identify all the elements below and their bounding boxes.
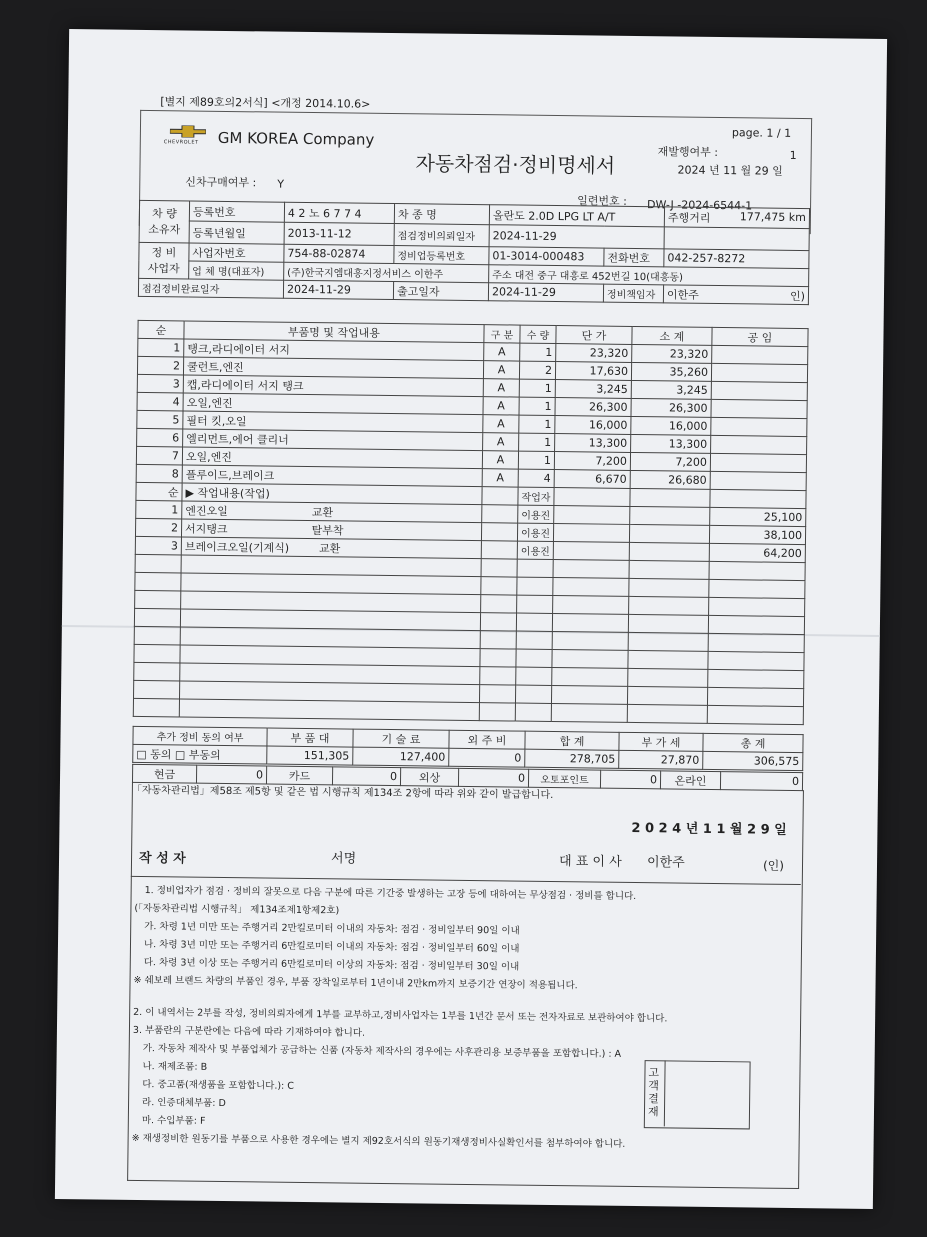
- work-col-desc: ▶ 작업내용(작업): [182, 483, 482, 505]
- note-chevrolet: ※ 쉐보레 브랜드 차량의 부품인 경우, 부품 장착일로부터 1년이내 2만km까지 보증기간 연장이 적용됩니다.: [133, 974, 578, 992]
- col-desc: 부품명 및 작업내용: [184, 321, 484, 343]
- note-1b: 나. 차령 3년 미만 또는 주행거리 6만킬로미터 이내의 자동차: 점검 · 정비일부터 60일 이내: [143, 939, 520, 955]
- biz-no-label: 사업자번호: [189, 243, 284, 262]
- vat-label: 부 가 세: [619, 732, 703, 751]
- out-date: 2024-11-29: [488, 283, 603, 302]
- online-value: 0: [720, 772, 802, 791]
- cash-value: 0: [196, 765, 266, 784]
- col-no: 순: [138, 320, 184, 339]
- sign-label: 서명: [330, 851, 357, 867]
- reissue-value: 1: [789, 148, 797, 162]
- request-date: 2024-11-29: [489, 225, 664, 249]
- issue-date: 2024 년 11 월 29 일: [677, 163, 783, 178]
- shop-name: (주)한국지엠대흥지정서비스 이한주: [284, 262, 489, 283]
- table-row: 8 플루이드,브레이크 A 4 6,670 26,680: [136, 464, 806, 490]
- tech-fee: 127,400: [353, 747, 449, 766]
- table-row: 3 브레이크오일(기계식) 교환 이용진 64,200: [135, 536, 805, 562]
- sum-label: 합 계: [525, 731, 619, 750]
- model-label: 차 종 명: [394, 204, 489, 225]
- shop-reg-no: 01-3014-000483: [489, 247, 604, 266]
- ceo-name: 이한주: [646, 855, 685, 871]
- table-row: 2 서지탱크 탈부착 이용진 38,100: [135, 518, 805, 544]
- repair-statement-sheet: [55, 29, 887, 1209]
- shop-label: 정 비 사업자: [139, 242, 189, 279]
- phone-label: 전화번호: [604, 248, 664, 267]
- mileage-unit: km: [788, 210, 807, 224]
- consent-checkboxes[interactable]: □ 동의 □ 부동의: [133, 744, 267, 764]
- form-reference: [별지 제89호의2서식] <개정 2014.10.6>: [160, 95, 371, 111]
- request-date-label: 점검정비의뢰일자: [394, 224, 489, 247]
- work-col-worker: 작업자: [518, 487, 554, 505]
- table-row: 6 엘리먼트,에어 클리너 A 1 13,300 13,300: [137, 428, 807, 454]
- reg-no-label: 등록번호: [189, 201, 284, 222]
- table-row: 7 오일,엔진 A 1 7,200 7,200: [136, 446, 806, 472]
- out-date-label: 출고일자: [393, 282, 488, 301]
- table-row: 1 엔진오일 교환 이용진 25,100: [136, 500, 806, 526]
- col-qty: 수 량: [520, 325, 556, 343]
- done-date-label: 점검정비완료일자: [138, 278, 283, 298]
- note-3c: 다. 중고품(재생품을 포함합니다.): C: [142, 1079, 295, 1092]
- note-3e: 마. 수입부품: F: [141, 1115, 206, 1127]
- note-3a: 가. 자동차 제작사 및 부품업체가 공급하는 신품 (자동차 제작사의 경우에는 사후관리용 보증부품을 포함합니다.) : A: [142, 1043, 622, 1060]
- card-label: 카드: [266, 766, 332, 785]
- shop-address: 대전 중구 대흥로 452번길 10(대흥동): [514, 270, 684, 284]
- page-number: page. 1 / 1: [731, 126, 792, 140]
- note-2: 2. 이 내역서는 2부를 작성, 정비의뢰자에게 1부를 교부하고,정비사업자는 1부를 1년간 문서 또는 전자자료로 보관하여야 합니다.: [133, 1006, 668, 1025]
- shop-reg-label: 정비업등록번호: [394, 246, 489, 265]
- reg-date-label: 등록년월일: [189, 221, 284, 244]
- tech-fee-label: 기 술 료: [353, 729, 449, 748]
- parts-cost-label: 부 품 대: [267, 728, 353, 747]
- autopoint-value: 0: [600, 770, 660, 789]
- brand-name: CHEVROLET: [163, 139, 199, 146]
- table-row: 4 오일,엔진 A 1 26,300 26,300: [137, 392, 807, 418]
- manager-name: 이한주: [666, 287, 699, 302]
- card-value: 0: [332, 767, 400, 786]
- parts-cost: 151,305: [267, 746, 353, 765]
- total-value: 306,575: [703, 751, 803, 770]
- table-row: 3 캡,라디에이터 서지 탱크 A 1 3,245 3,245: [137, 374, 807, 400]
- chevrolet-bowtie-icon: [170, 125, 206, 137]
- serial-number: DW-J -2024-6544-1: [646, 198, 753, 213]
- writer-label: 작 성 자: [138, 850, 186, 867]
- manager-seal: 인): [789, 289, 806, 303]
- col-labor: 공 임: [712, 327, 808, 346]
- note-3: 3. 부품란의 구분란에는 다음에 따라 기재하여야 합니다.: [132, 1024, 366, 1039]
- work-col-no: 순: [136, 482, 182, 501]
- cash-label: 현금: [132, 764, 196, 783]
- col-subtotal: 소 계: [632, 326, 712, 345]
- biz-no: 754-88-02874: [284, 244, 394, 263]
- note-engine: ※ 재생정비한 원동기를 부품으로 사용한 경우에는 별지 제92호서식의 원동기재생정비사실확인서를 첨부하여야 합니다.: [131, 1132, 626, 1150]
- note-1c: 다. 차령 3년 이상 또는 주행거리 6만킬로미터 이상의 자동차: 점검 · 정비일부터 30일 이내: [143, 957, 520, 973]
- online-label: 온라인: [660, 771, 720, 790]
- autopoint-label: 오토포인트: [528, 769, 600, 788]
- vehicle-shop-table: [138, 200, 810, 305]
- table-row: 5 필터 킷,오일 A 1 16,000 16,000: [137, 410, 807, 436]
- parts-table: [133, 320, 809, 725]
- sum-value: 278,705: [525, 749, 619, 768]
- company-name: GM KOREA Company: [217, 128, 375, 149]
- col-type: 구 분: [484, 325, 520, 343]
- law-text: 「자동차관리법」제58조 제5항 및 같은 법 시행규칙 제134조 2항에 따라 위와 같이 발급합니다.: [131, 784, 554, 802]
- reg-date: 2013-11-12: [284, 222, 394, 245]
- phone-number: 042-257-8272: [664, 249, 809, 269]
- manager-cell: [663, 285, 808, 305]
- owner-label: 차 량 소유자: [139, 200, 190, 243]
- ceo-label: 대 표 이 사: [558, 854, 622, 870]
- total-label: 총 계: [703, 733, 803, 752]
- footer-date: 2 0 2 4 년 1 1 월 2 9 일: [631, 820, 787, 838]
- model-name: 올란도 2.0D LPG LT A/T: [489, 205, 664, 227]
- mileage-value: 177,475: [739, 209, 786, 224]
- note-3d: 라. 인증대체부품: D: [142, 1097, 226, 1110]
- credit-value: 0: [458, 768, 528, 787]
- consent-label: 추가 정비 동의 여부: [133, 726, 267, 746]
- table-row: 1 탱크,라디에이터 서지 A 1 23,320 23,320: [138, 338, 808, 364]
- reg-no: 4 2 노 6 7 7 4: [284, 202, 394, 223]
- document-title: 자동차점검·정비명세서: [415, 151, 616, 178]
- shop-name-label: 업 체 명(대표자): [189, 261, 284, 280]
- outsource-label: 외 주 비: [449, 730, 525, 749]
- note-1-ref: (「자동차관리법 시행규칙」 제134조제1항제2호): [134, 902, 340, 917]
- table-row: 2 쿨런트,엔진 A 2 17,630 35,260: [137, 356, 807, 382]
- note-1a: 가. 차령 1년 미만 또는 주행거리 2만킬로미터 이내의 자동차: 점검 · 정비일부터 90일 이내: [144, 921, 520, 937]
- new-car-label: 신차구매여부 :: [185, 175, 257, 190]
- col-unit: 단 가: [556, 326, 632, 345]
- manager-label: 정비책임자: [603, 284, 663, 303]
- note-1: 1. 정비업자가 점검 · 정비의 잘못으로 다음 구분에 따른 기간중 발생하는 고장 등에 대하여는 무상점검 · 정비를 합니다.: [144, 885, 637, 903]
- note-3b: 나. 재제조품: B: [142, 1061, 208, 1073]
- done-date: 2024-11-29: [283, 280, 393, 299]
- mileage-label: 주행거리: [667, 210, 711, 225]
- ceo-seal: (인): [762, 858, 785, 873]
- address-label: 주소: [492, 270, 512, 282]
- customer-sign-label: 고객결재: [647, 1066, 660, 1119]
- new-car-value: Y: [277, 177, 285, 191]
- reissue-label: 재발행여부 :: [657, 145, 719, 159]
- credit-label: 외상: [400, 768, 458, 787]
- serial-label: 일련번호 :: [577, 194, 627, 208]
- vat-value: 27,870: [619, 750, 703, 769]
- outsource-cost: 0: [449, 748, 525, 767]
- mileage-cell: [664, 207, 809, 229]
